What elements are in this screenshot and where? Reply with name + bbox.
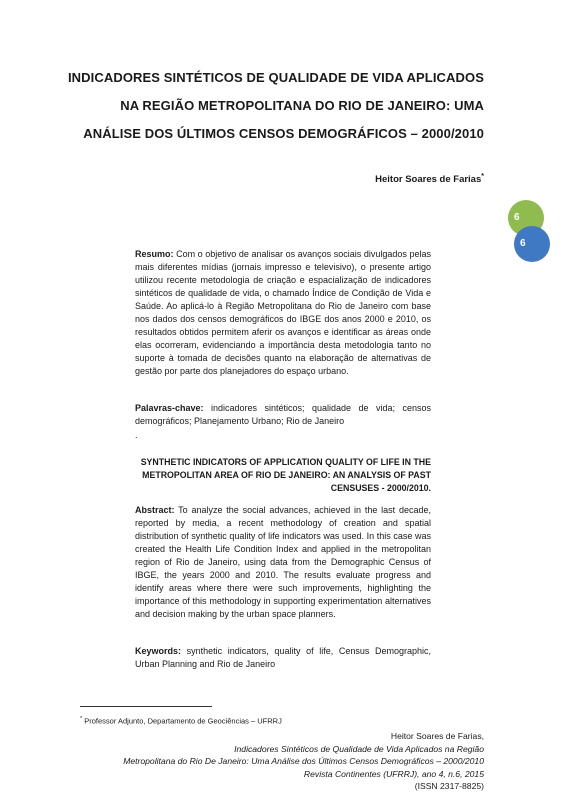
- citation-journal: Revista Continentes (UFRRJ), ano 4, n.6, 2015: [303, 768, 484, 779]
- citation-block: [64, 730, 484, 793]
- palavras-chave-text: indicadores sintéticos; qualidade de vida; censos demográficos; Planejamento Urbano; Rio de Janeiro: [135, 403, 431, 426]
- page-number-badge-blue: 6: [514, 226, 550, 262]
- footnote: [80, 716, 282, 726]
- stray-dot: .: [135, 430, 138, 440]
- abstract-paragraph: [135, 504, 431, 621]
- abstract-label: Abstract:: [135, 505, 175, 515]
- english-title-line-2: METROPOLITAN AREA OF RIO DE JANEIRO: AN ANALYSIS OF PAST: [142, 470, 431, 480]
- resumo-text: Com o objetivo de analisar os avanços sociais divulgados pelas mais diferentes mídias (jornais impresso e televisivo), o presente artigo utilizou recente metodologia de criação e espacialização de indicadores sintéticos de qualidade de vida, o chamado Índice de Condição de Vida e Saúde. Ao aplicá-lo à Região Metropolitana do Rio de Janeiro com base nos dados dos censos demográficos do IBGE dos anos 2000 e 2010, os resultados obtidos permitem aferir os avanços e identificar as áreas onde elas ocorreram, evidenciando a importância desta metodologia tanto no suporte à tomada de decisões quanto na elaboração de alternativas de gestão por parte dos planejadores do espaço urbano.: [135, 249, 431, 376]
- footnote-text: Professor Adjunto, Departamento de Geociências – UFRRJ: [82, 716, 282, 726]
- footnote-divider: [80, 706, 212, 707]
- english-title: [135, 456, 431, 495]
- paper-title-line-3: ANÁLISE DOS ÚLTIMOS CENSOS DEMOGRÁFICOS – 2000/2010: [83, 126, 484, 141]
- english-title-line-3: CENSUSES - 2000/2010.: [330, 483, 431, 493]
- palavras-chave-label: Palavras-chave:: [135, 403, 204, 413]
- palavras-chave-paragraph: [135, 402, 431, 428]
- citation-title-a: Indicadores Sintéticos de Qualidade de Vida Aplicados na Região: [234, 743, 484, 754]
- paper-title-line-1: INDICADORES SINTÉTICOS DE QUALIDADE DE VIDA APLICADOS: [67, 70, 484, 85]
- author-footnote-marker: *: [481, 173, 484, 180]
- resumo-paragraph: [135, 248, 431, 378]
- keywords-label: Keywords:: [135, 646, 182, 656]
- footnote-marker: *: [80, 716, 83, 722]
- citation-line-3: [64, 768, 484, 793]
- author-name: Heitor Soares de Farias: [375, 174, 482, 186]
- resumo-label: Resumo:: [135, 249, 174, 259]
- citation-title-b: Metropolitana do Rio De Janeiro: Uma Análise dos Últimos Censos Demográficos – 2000/2010: [123, 756, 484, 766]
- keywords-text: synthetic indicators, quality of life, Census Demographic, Urban Planning and Rio de Janeiro: [135, 646, 431, 669]
- author-line: [375, 173, 484, 185]
- page-number-badge-green: 6: [508, 200, 544, 236]
- keywords-paragraph: [135, 645, 431, 671]
- paper-title-line-2: NA REGIÃO METROPOLITANA DO RIO DE JANEIRO: UMA: [120, 98, 484, 113]
- english-title-line-1: SYNTHETIC INDICATORS OF APPLICATION QUALITY OF LIFE IN THE: [140, 457, 431, 467]
- citation-line-2: [64, 755, 484, 768]
- citation-issn: (ISSN 2317-8825): [414, 781, 484, 791]
- paper-title: [60, 64, 484, 148]
- abstract-text: To analyze the social advances, achieved in the last decade, reported by media, a recent methodology of creation and spatial distribution of synthetic quality of life indicators was used. In this case was created the Health Life Condition Index and applied in the metropolitan region of Rio de Janeiro, using data from the Demographic Census of IBGE, the years 2000 and 2010. The results evaluate progress and identify areas where there were such improvements, highlighting the importance of this methodology in supporting experimentation alternatives and decision making by the urban space planners.: [135, 505, 431, 619]
- citation-line-1: [64, 730, 484, 755]
- citation-author: Heitor Soares de Farias,: [390, 731, 484, 741]
